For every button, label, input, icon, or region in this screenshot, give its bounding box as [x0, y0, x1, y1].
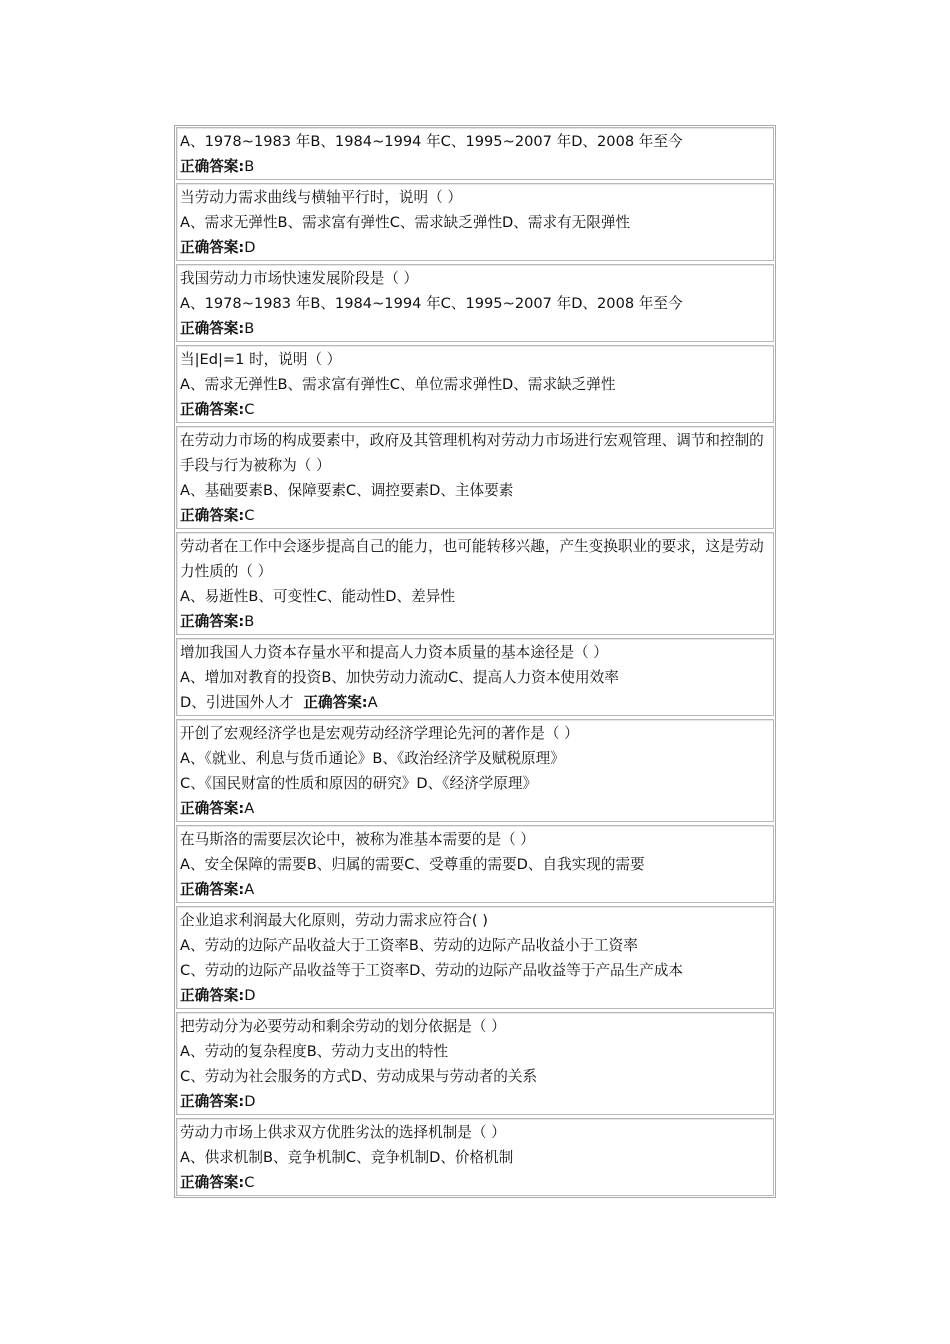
answer-label: 正确答案:: [180, 401, 245, 418]
question-text: 劳动力市场上供求双方优胜劣汰的选择机制是（ ）: [180, 1124, 506, 1141]
answer-row: [180, 690, 773, 715]
question-block: [176, 532, 774, 635]
answer-label: 正确答案:: [180, 239, 245, 256]
answer-value: A: [367, 694, 378, 711]
question-block: [176, 906, 774, 1009]
question-options: A、基础要素B、保障要素C、调控要素D、主体要素: [180, 482, 514, 499]
answer-value: A: [244, 800, 255, 817]
answer-value: B: [244, 613, 255, 630]
question-table: [174, 125, 776, 1198]
answer-row: [180, 796, 773, 821]
question-options: A、安全保障的需要B、归属的需要C、受尊重的需要D、自我实现的需要: [180, 856, 645, 873]
answer-label: 正确答案:: [180, 1174, 245, 1191]
answer-label: 正确答案:: [180, 507, 245, 524]
answer-value: B: [244, 158, 255, 175]
answer-row: [180, 1170, 773, 1195]
answer-value: C: [244, 401, 255, 418]
question-options: C、劳动为社会服务的方式D、劳动成果与劳动者的关系: [180, 1068, 538, 1085]
question-options: D、引进国外人才: [180, 694, 294, 711]
answer-label: 正确答案:: [180, 881, 245, 898]
question-options: C、劳动的边际产品收益等于工资率D、劳动的边际产品收益等于产品生产成本: [180, 962, 684, 979]
question-options: A、1978~1983 年B、1984~1994 年C、1995~2007 年D、2008 年至今: [180, 295, 683, 312]
question-block: [176, 825, 774, 903]
answer-label: 正确答案:: [180, 320, 245, 337]
question-options: A、劳动的边际产品收益大于工资率B、劳动的边际产品收益小于工资率: [180, 937, 638, 954]
answer-row: [180, 503, 773, 528]
question-text: 劳动者在工作中会逐步提高自己的能力，也可能转移兴趣，产生变换职业的要求，这是劳动力性质的（ ）: [180, 538, 764, 580]
question-text: 当劳动力需求曲线与横轴平行时，说明（ ）: [180, 189, 462, 206]
question-block: [176, 264, 774, 342]
question-text: 开创了宏观经济学也是宏观劳动经济学理论先河的著作是（ ）: [180, 725, 579, 742]
answer-value: C: [244, 1174, 255, 1191]
question-block: [176, 1118, 774, 1196]
answer-value: C: [244, 507, 255, 524]
answer-label: 正确答案:: [180, 158, 245, 175]
answer-row: [180, 235, 773, 260]
answer-value: D: [244, 1093, 256, 1110]
question-text: 把劳动分为必要劳动和剩余劳动的划分依据是（ ）: [180, 1018, 506, 1035]
question-block: [176, 183, 774, 261]
question-options: C、《国民财富的性质和原因的研究》D、《经济学原理》: [180, 775, 538, 792]
question-text: 增加我国人力资本存量水平和提高人力资本质量的基本途径是（ ）: [180, 644, 608, 661]
answer-row: [180, 397, 773, 422]
answer-value: D: [244, 987, 256, 1004]
question-text: 在马斯洛的需要层次论中，被称为准基本需要的是（ ）: [180, 831, 535, 848]
question-options: A、供求机制B、竞争机制C、竞争机制D、价格机制: [180, 1149, 514, 1166]
question-block: [176, 345, 774, 423]
answer-value: A: [244, 881, 255, 898]
question-options: A、1978~1983 年B、1984~1994 年C、1995~2007 年D、2008 年至今: [180, 133, 683, 150]
question-block: [176, 638, 774, 716]
answer-row: [180, 983, 773, 1008]
answer-row: [180, 154, 773, 179]
question-text: 在劳动力市场的构成要素中，政府及其管理机构对劳动力市场进行宏观管理、调节和控制的手段与行为被称为（ ）: [180, 432, 764, 474]
answer-label: 正确答案:: [180, 800, 245, 817]
question-options: A、《就业、利息与货币通论》B、《政治经济学及赋税原理》: [180, 750, 565, 767]
question-options: A、易逝性B、可变性C、能动性D、差异性: [180, 588, 455, 605]
answer-value: B: [244, 320, 255, 337]
question-block: [176, 719, 774, 822]
answer-row: [180, 609, 773, 634]
answer-row: [180, 1089, 773, 1114]
question-block: [176, 426, 774, 529]
question-options: A、增加对教育的投资B、加快劳动力流动C、提高人力资本使用效率: [180, 669, 619, 686]
answer-label: 正确答案:: [180, 987, 245, 1004]
question-block: [176, 127, 774, 180]
answer-value: D: [244, 239, 256, 256]
question-options: A、劳动的复杂程度B、劳动力支出的特性: [180, 1043, 449, 1060]
answer-label: 正确答案:: [180, 1093, 245, 1110]
answer-row: [180, 316, 773, 341]
question-options: A、需求无弹性B、需求富有弹性C、单位需求弹性D、需求缺乏弹性: [180, 376, 616, 393]
answer-row: [180, 877, 773, 902]
question-block: [176, 1012, 774, 1115]
question-options: A、需求无弹性B、需求富有弹性C、需求缺乏弹性D、需求有无限弹性: [180, 214, 631, 231]
answer-label: 正确答案:: [303, 694, 368, 711]
question-text: 当|Ed|=1 时，说明（ ）: [180, 351, 342, 368]
question-text: 我国劳动力市场快速发展阶段是（ ）: [180, 270, 419, 287]
answer-label: 正确答案:: [180, 613, 245, 630]
question-text: 企业追求利润最大化原则，劳动力需求应符合( ): [180, 912, 488, 929]
